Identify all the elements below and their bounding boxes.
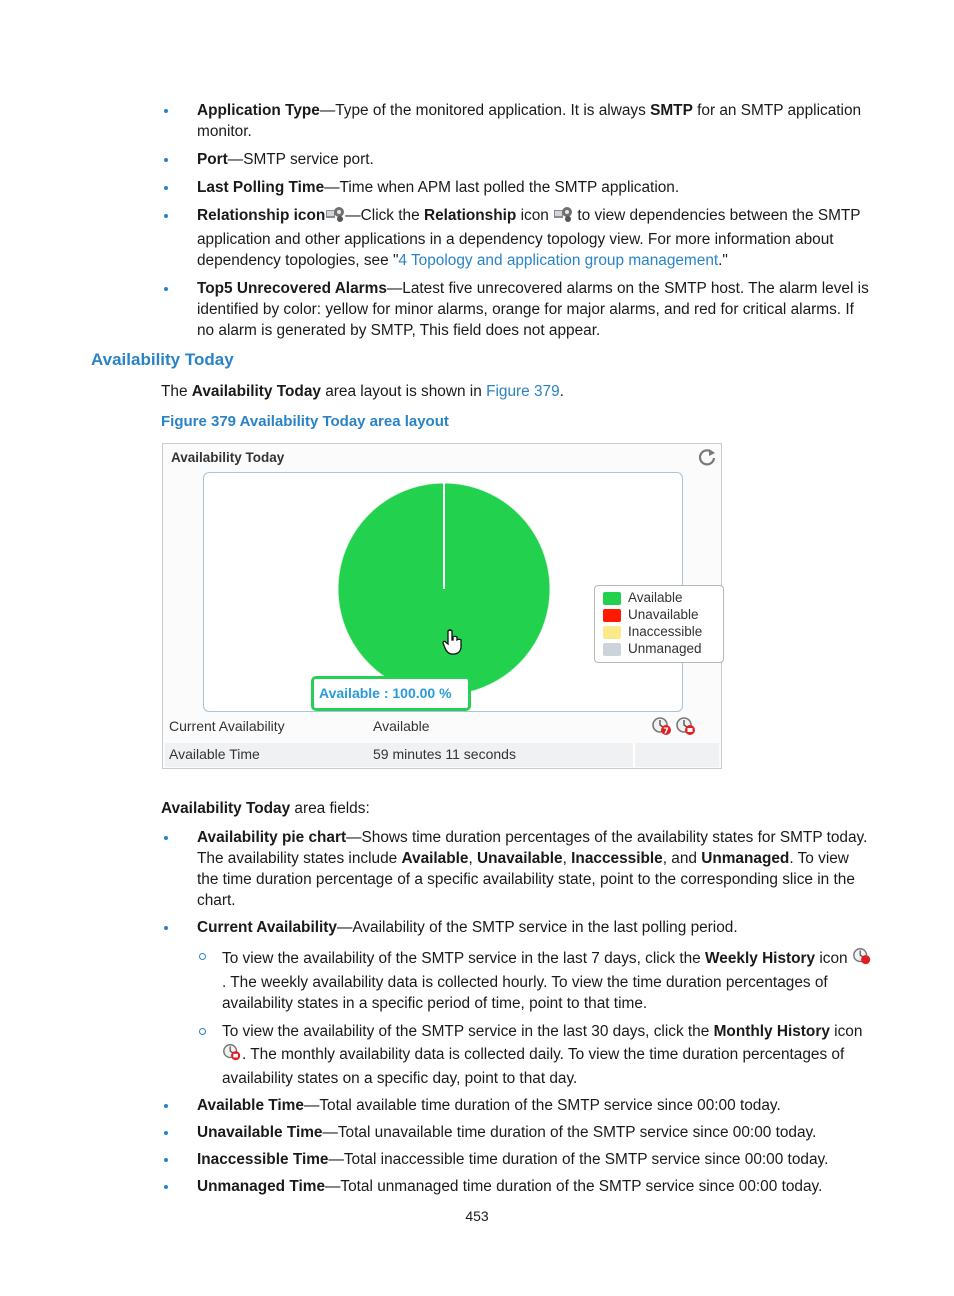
term-label: SMTP	[650, 102, 693, 119]
description-text: , and	[662, 850, 702, 867]
top-field-list	[162, 100, 872, 347]
term-label: Monthly History	[713, 1023, 830, 1040]
weekly-history-icon[interactable]	[651, 715, 673, 737]
figure-caption: Figure 379 Availability Today area layout	[161, 413, 449, 430]
description-text: for an SMTP application monitor.	[197, 102, 862, 140]
term-label: Availability pie chart	[197, 829, 347, 846]
term-label: Relationship icon	[197, 207, 326, 224]
description-text: —Click the	[345, 207, 424, 224]
term-label: Available	[401, 850, 469, 867]
hand-cursor-icon	[442, 629, 464, 655]
description-text: to view dependencies between the SMTP application and other applications in a dependency topology view. For more information about dependency topologies, see "	[197, 207, 861, 269]
description-text: icon	[829, 1023, 863, 1040]
legend-label: Inaccessible	[628, 624, 703, 639]
description-text: —Latest five unrecovered alarms on the SMTP host. The alarm level is identified by color: yellow for minor alarms, orange for major alarms, and red for critical alarms. If no alarm is generated by SMTP, This field does not appear.	[197, 280, 869, 339]
bottom-field-list	[162, 827, 872, 1203]
list-item	[162, 1122, 872, 1143]
monthly-history-icon[interactable]	[675, 715, 697, 737]
description-text: ."	[718, 252, 728, 269]
list-item	[162, 177, 872, 198]
intro-paragraph: The Availability Today area layout is shown in Figure 379.	[161, 383, 564, 400]
pie-tooltip	[311, 676, 471, 711]
list-item	[162, 100, 872, 142]
svg-text:7: 7	[663, 726, 669, 736]
description-text: ,	[468, 850, 478, 867]
list-item	[162, 1149, 872, 1170]
chart-frame	[203, 472, 703, 712]
availability-today-panel	[162, 443, 722, 769]
term-label: Inaccessible	[571, 850, 663, 867]
legend-label: Unavailable	[628, 607, 699, 622]
description-text: —Total inaccessible time duration of the SMTP service since 00:00 today.	[328, 1151, 829, 1168]
chart-legend	[594, 585, 724, 663]
description-text: —SMTP service port.	[227, 151, 374, 168]
current-availability-label: Current Availability	[169, 718, 285, 734]
term-label: Unmanaged Time	[197, 1178, 326, 1195]
description-text: . The monthly availability data is collected daily. To view the time duration percentages of availability states on a specific day, point to that day.	[222, 1046, 845, 1087]
description-text: —Shows time duration percentages of the availability states for SMTP today. The availability states include	[197, 829, 868, 867]
list-item	[162, 278, 872, 341]
current-availability-value: Available	[373, 718, 430, 734]
available-time-value: 59 minutes 11 seconds	[373, 746, 516, 762]
description-text: —Total available time duration of the SMTP service since 00:00 today.	[303, 1097, 781, 1114]
legend-swatch	[603, 643, 621, 656]
term-label: Unavailable Time	[197, 1124, 323, 1141]
description-text: —Total unmanaged time duration of the SMTP service since 00:00 today.	[325, 1178, 823, 1195]
description-text: icon	[516, 207, 554, 224]
relationship-icon[interactable]	[553, 205, 573, 229]
term-label: Last Polling Time	[197, 179, 325, 196]
cell-divider	[633, 743, 635, 767]
term-label: Current Availability	[197, 919, 337, 936]
weekly-history-icon[interactable]	[852, 946, 872, 972]
relationship-icon[interactable]	[325, 205, 345, 229]
list-item	[162, 827, 872, 911]
figure-link[interactable]: Figure 379	[486, 383, 560, 400]
description-text: ,	[562, 850, 572, 867]
term-label: Top5 Unrecovered Alarms	[197, 280, 387, 297]
description-text: To view the availability of the SMTP service in the last 30 days, click the	[222, 1023, 714, 1040]
refresh-icon[interactable]	[697, 447, 717, 467]
description-text: To view the availability of the SMTP service in the last 7 days, click the	[222, 950, 706, 967]
term-label: Application Type	[197, 102, 320, 119]
legend-swatch	[603, 626, 621, 639]
sub-list-item	[162, 946, 872, 1014]
list-item	[162, 205, 872, 271]
legend-swatch	[603, 609, 621, 622]
description-text: icon	[815, 950, 852, 967]
description-text: —Availability of the SMTP service in the last polling period.	[336, 919, 738, 936]
panel-title: Availability Today	[171, 450, 285, 465]
term-label: Inaccessible Time	[197, 1151, 329, 1168]
list-item	[162, 1095, 872, 1116]
legend-swatch	[603, 592, 621, 605]
available-time-label: Available Time	[169, 746, 260, 762]
term-label: Unavailable	[477, 850, 563, 867]
legend-label: Unmanaged	[628, 641, 702, 656]
term-label: Relationship	[423, 207, 517, 224]
legend-label: Available	[628, 590, 683, 605]
term-label: Available Time	[197, 1097, 304, 1114]
topology-link[interactable]: 4 Topology and application group management	[398, 252, 719, 269]
description-text: —Type of the monitored application. It is always	[319, 102, 651, 119]
list-item	[162, 149, 872, 170]
description-text: —Time when APM last polled the SMTP application.	[324, 179, 680, 196]
available-time-row	[165, 743, 719, 767]
description-text: . To view the time duration percentage of a specific availability state, point to the corresponding slice in the chart.	[197, 850, 855, 909]
list-item	[162, 917, 872, 938]
description-text: —Total unavailable time duration of the SMTP service since 00:00 today.	[322, 1124, 817, 1141]
list-item	[162, 1176, 872, 1197]
tooltip-text: Available : 100.00 %	[319, 685, 452, 701]
fields-intro: Availability Today area fields:	[161, 800, 370, 817]
description-text: . The weekly availability data is collected hourly. To view the time duration percentages of availability states in a specific period of time, point to that time.	[222, 974, 828, 1012]
section-heading: Availability Today	[91, 350, 234, 369]
monthly-history-icon[interactable]	[222, 1042, 242, 1068]
term-label: Unmanaged	[701, 850, 790, 867]
sub-list-item	[162, 1021, 872, 1089]
current-availability-row	[165, 715, 719, 739]
term-label: Weekly History	[705, 950, 816, 967]
page-number: 453	[465, 1208, 489, 1224]
term-label: Port	[197, 151, 228, 168]
